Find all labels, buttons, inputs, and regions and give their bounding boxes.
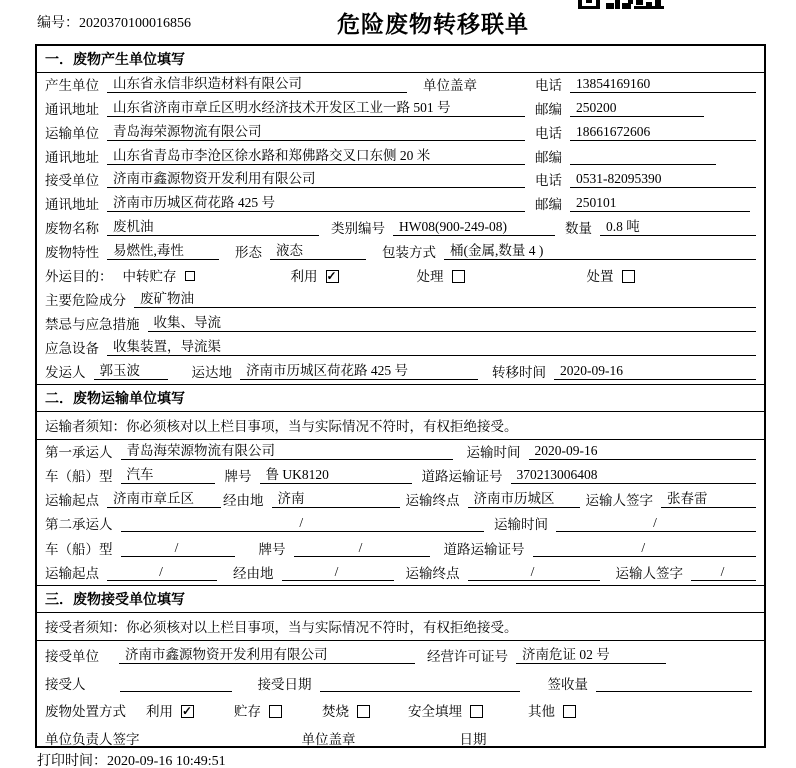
receive-unit-row bbox=[37, 641, 764, 669]
second-carrier-value: / bbox=[121, 515, 485, 532]
producer-unit-value: 山东省永信非织造材料有限公司 bbox=[107, 76, 407, 93]
phone-label: 电话 bbox=[535, 173, 562, 189]
route-row bbox=[37, 488, 764, 512]
emergency-measures-row bbox=[37, 312, 764, 336]
zip-label: 邮编 bbox=[535, 197, 562, 213]
vehicle-type-row-2 bbox=[37, 536, 764, 560]
option-label: 中转贮存 bbox=[122, 269, 177, 285]
road-permit-label: 道路运输证号 bbox=[421, 468, 503, 484]
transport-time-label: 运输时间 bbox=[466, 444, 521, 460]
waste-property-value: 易燃性,毒性 bbox=[107, 243, 219, 260]
origin-label: 运输起点 bbox=[45, 493, 99, 509]
zip-group bbox=[535, 150, 756, 165]
terminus-label: 运输终点 bbox=[405, 565, 460, 581]
option-label: 利用 bbox=[146, 704, 173, 720]
checkbox-transfer-storage-icon bbox=[185, 271, 195, 281]
producer-zip-value: 250200 bbox=[570, 100, 704, 117]
unit-seal-label: 单位盖章 bbox=[423, 77, 477, 93]
disposal-method-label: 废物处置方式 bbox=[45, 704, 126, 720]
via-label: 经由地 bbox=[223, 493, 264, 509]
receiver-address-value: 济南市历城区荷花路 425 号 bbox=[107, 195, 525, 212]
quantity-label: 数量 bbox=[565, 221, 592, 237]
checkbox-treat-icon bbox=[452, 270, 465, 283]
receive-unit-value: 济南市鑫源物资开发利用有限公司 bbox=[119, 647, 415, 664]
checkbox-dispose-icon bbox=[622, 270, 635, 283]
producer-address-label: 通讯地址 bbox=[45, 101, 99, 117]
first-carrier-label: 第一承运人 bbox=[45, 444, 113, 460]
category-code-label: 类别编号 bbox=[331, 221, 385, 237]
transporter-signature-value: / bbox=[691, 564, 756, 581]
checkbox-utilize-icon bbox=[181, 705, 194, 718]
option-label: 利用 bbox=[290, 269, 318, 285]
phone-group bbox=[535, 171, 756, 188]
receiver-unit-label: 接受单位 bbox=[45, 173, 99, 189]
first-carrier-value: 青岛海荣源物流有限公司 bbox=[121, 443, 453, 460]
waste-name-value: 废机油 bbox=[107, 219, 319, 236]
manifest-form bbox=[35, 44, 766, 748]
received-quantity-value bbox=[596, 677, 752, 692]
transporter-signature-label: 运输人签字 bbox=[585, 493, 653, 509]
origin-label: 运输起点 bbox=[45, 565, 99, 581]
via-value: 济南 bbox=[272, 491, 400, 508]
transfer-time-value: 2020-09-16 bbox=[554, 363, 756, 380]
option-label: 其他 bbox=[528, 704, 555, 720]
consignor-value: 郭玉波 bbox=[94, 363, 168, 380]
section1-title: 一．废物产生单位填写 bbox=[37, 46, 764, 73]
plate-no-value: / bbox=[294, 540, 430, 557]
transporter-unit-value: 青岛海荣源物流有限公司 bbox=[107, 124, 525, 141]
transporter-notice: 运输者须知：你必须核对以上栏目事项，当与实际情况不符时，有权拒绝接受。 bbox=[37, 412, 764, 440]
consignor-row bbox=[37, 360, 764, 384]
receive-unit-label: 接受单位 bbox=[45, 649, 99, 665]
disposal-option-utilize bbox=[146, 704, 194, 719]
phone-label: 电话 bbox=[535, 125, 562, 141]
transporter-signature-value: 张春雷 bbox=[661, 491, 756, 508]
checkbox-landfill-icon bbox=[470, 705, 483, 718]
zip-group bbox=[535, 100, 756, 117]
purpose-option-utilize bbox=[291, 269, 339, 284]
emergency-equipment-value: 收集装置，导流渠 bbox=[107, 339, 756, 356]
vehicle-type-value: / bbox=[121, 540, 235, 557]
purpose-option-transfer-storage bbox=[123, 269, 195, 284]
receiver-address-row bbox=[37, 192, 764, 216]
producer-unit-row bbox=[37, 73, 764, 97]
transporter-address-label: 通讯地址 bbox=[45, 149, 99, 165]
producer-phone-value: 13854169160 bbox=[570, 76, 756, 93]
vehicle-type-value: 汽车 bbox=[121, 467, 215, 484]
qr-code-fragment-icon bbox=[578, 0, 664, 9]
producer-address-value: 山东省济南市章丘区明水经济技术开发区工业一路 501 号 bbox=[107, 100, 525, 117]
road-permit-label: 道路运输证号 bbox=[443, 541, 525, 557]
checkbox-store-icon bbox=[269, 705, 282, 718]
zip-label: 邮编 bbox=[535, 101, 562, 117]
plate-no-value: 鲁 UK8120 bbox=[260, 467, 412, 484]
disposal-option-landfill bbox=[408, 704, 483, 719]
terminus-value: / bbox=[468, 564, 600, 581]
transfer-purpose-label: 外运目的： bbox=[45, 269, 113, 285]
route-row-2 bbox=[37, 561, 764, 585]
page-title: 危险废物转移联单 bbox=[337, 11, 529, 37]
disposal-method-row bbox=[37, 696, 764, 724]
form-label: 形态 bbox=[235, 245, 262, 261]
plate-no-label: 牌号 bbox=[258, 541, 286, 557]
waste-property-label: 废物特性 bbox=[45, 245, 99, 261]
disposal-option-store bbox=[234, 704, 282, 719]
consignor-label: 发运人 bbox=[45, 364, 86, 380]
second-carrier-row bbox=[37, 512, 764, 536]
receive-person-label: 接受人 bbox=[45, 676, 86, 692]
category-code-value: HW08(900-249-08) bbox=[393, 219, 555, 236]
date-value bbox=[495, 732, 757, 747]
second-carrier-label: 第二承运人 bbox=[45, 517, 113, 533]
hazard-component-label: 主要危险成分 bbox=[45, 292, 126, 308]
option-label: 处理 bbox=[416, 269, 444, 285]
origin-value: / bbox=[107, 564, 217, 581]
road-permit-value: / bbox=[533, 540, 757, 557]
transport-time-value: / bbox=[556, 515, 756, 532]
transporter-zip-value bbox=[570, 150, 716, 165]
option-label: 安全填埋 bbox=[408, 704, 462, 720]
disposal-option-other bbox=[528, 704, 576, 719]
checkbox-other-icon bbox=[563, 705, 576, 718]
terminus-label: 运输终点 bbox=[405, 493, 460, 509]
via-label: 经由地 bbox=[233, 565, 274, 581]
received-quantity-label: 签收量 bbox=[547, 676, 588, 692]
packaging-value: 桶(金属,数量 4 ) bbox=[444, 243, 756, 260]
transporter-address-value: 山东省青岛市李沧区徐水路和郑佛路交叉口东侧 20 米 bbox=[107, 148, 525, 165]
checkbox-incinerate-icon bbox=[357, 705, 370, 718]
vehicle-type-label: 车（船）型 bbox=[45, 541, 113, 557]
transporter-signature-label: 运输人签字 bbox=[615, 565, 683, 581]
date-label: 日期 bbox=[459, 731, 487, 747]
responsible-signature-value bbox=[180, 732, 286, 747]
destination-label: 运达地 bbox=[191, 364, 232, 380]
producer-unit-label: 产生单位 bbox=[45, 77, 99, 93]
doc-number-value: 2020370100016856 bbox=[79, 16, 191, 31]
waste-name-label: 废物名称 bbox=[45, 221, 99, 237]
responsible-signature-row bbox=[37, 723, 764, 751]
option-label: 贮存 bbox=[234, 704, 261, 720]
unit-seal-label: 单位盖章 bbox=[301, 731, 356, 747]
vehicle-type-label: 车（船）型 bbox=[45, 468, 113, 484]
purpose-option-treat bbox=[417, 269, 465, 284]
receive-person-value bbox=[120, 677, 232, 692]
producer-address-row bbox=[37, 97, 764, 121]
transporter-unit-row bbox=[37, 121, 764, 145]
receiver-zip-value: 250101 bbox=[570, 195, 750, 212]
road-permit-value: 370213006408 bbox=[511, 467, 757, 484]
hazard-component-value: 废矿物油 bbox=[134, 291, 756, 308]
purpose-option-dispose bbox=[587, 269, 635, 284]
print-time-value: 2020-09-16 10:49:51 bbox=[107, 754, 226, 768]
receive-date-value bbox=[320, 677, 520, 692]
emergency-equipment-row bbox=[37, 336, 764, 360]
via-value: / bbox=[282, 564, 394, 581]
destination-value: 济南市历城区荷花路 425 号 bbox=[240, 363, 478, 380]
receiver-unit-row bbox=[37, 169, 764, 193]
quantity-value: 0.8 吨 bbox=[600, 219, 756, 236]
terminus-value: 济南市历城区 bbox=[468, 491, 580, 508]
transporter-phone-value: 18661672606 bbox=[570, 124, 756, 141]
receiver-notice: 接受者须知：你必须核对以上栏目事项，当与实际情况不符时，有权拒绝接受。 bbox=[37, 613, 764, 641]
plate-no-label: 牌号 bbox=[224, 468, 252, 484]
section2-title: 二．废物运输单位填写 bbox=[37, 384, 764, 412]
receive-person-row bbox=[37, 668, 764, 696]
responsible-signature-label: 单位负责人签字 bbox=[45, 731, 140, 747]
emergency-equipment-label: 应急设备 bbox=[45, 340, 99, 356]
license-no-value: 济南危证 02 号 bbox=[516, 647, 666, 664]
vehicle-type-row bbox=[37, 464, 764, 488]
checkbox-utilize-icon bbox=[326, 270, 339, 283]
transfer-time-label: 转移时间 bbox=[492, 364, 546, 380]
receive-date-label: 接受日期 bbox=[257, 676, 312, 692]
phone-group bbox=[535, 124, 756, 141]
phone-group bbox=[535, 76, 756, 93]
origin-value: 济南市章丘区 bbox=[107, 491, 221, 508]
emergency-measures-label: 禁忌与应急措施 bbox=[45, 316, 140, 332]
first-carrier-row bbox=[37, 440, 764, 464]
option-label: 处置 bbox=[586, 269, 614, 285]
doc-number-label: 编号： bbox=[37, 16, 79, 31]
print-time-label: 打印时间： bbox=[37, 754, 107, 768]
receiver-unit-value: 济南市鑫源物资开发利用有限公司 bbox=[107, 171, 525, 188]
section3-title: 三．废物接受单位填写 bbox=[37, 585, 764, 613]
print-time bbox=[37, 750, 226, 768]
transporter-unit-label: 运输单位 bbox=[45, 125, 99, 141]
receiver-phone-value: 0531-82095390 bbox=[570, 171, 756, 188]
transporter-address-row bbox=[37, 145, 764, 169]
emergency-measures-value: 收集、导流 bbox=[148, 315, 757, 332]
option-label: 焚烧 bbox=[322, 704, 349, 720]
hazard-component-row bbox=[37, 288, 764, 312]
phone-label: 电话 bbox=[535, 77, 562, 93]
packaging-label: 包装方式 bbox=[382, 245, 436, 261]
transport-time-value: 2020-09-16 bbox=[529, 443, 757, 460]
form-value: 液态 bbox=[270, 243, 366, 260]
waste-name-row bbox=[37, 216, 764, 240]
transport-time-label: 运输时间 bbox=[494, 517, 548, 533]
doc-number bbox=[37, 12, 191, 32]
receiver-address-label: 通讯地址 bbox=[45, 197, 99, 213]
transfer-purpose-row bbox=[37, 264, 764, 288]
disposal-option-incinerate bbox=[322, 704, 370, 719]
zip-label: 邮编 bbox=[535, 149, 562, 165]
waste-property-row bbox=[37, 240, 764, 264]
zip-group bbox=[535, 195, 756, 212]
license-no-label: 经营许可证号 bbox=[427, 649, 508, 665]
